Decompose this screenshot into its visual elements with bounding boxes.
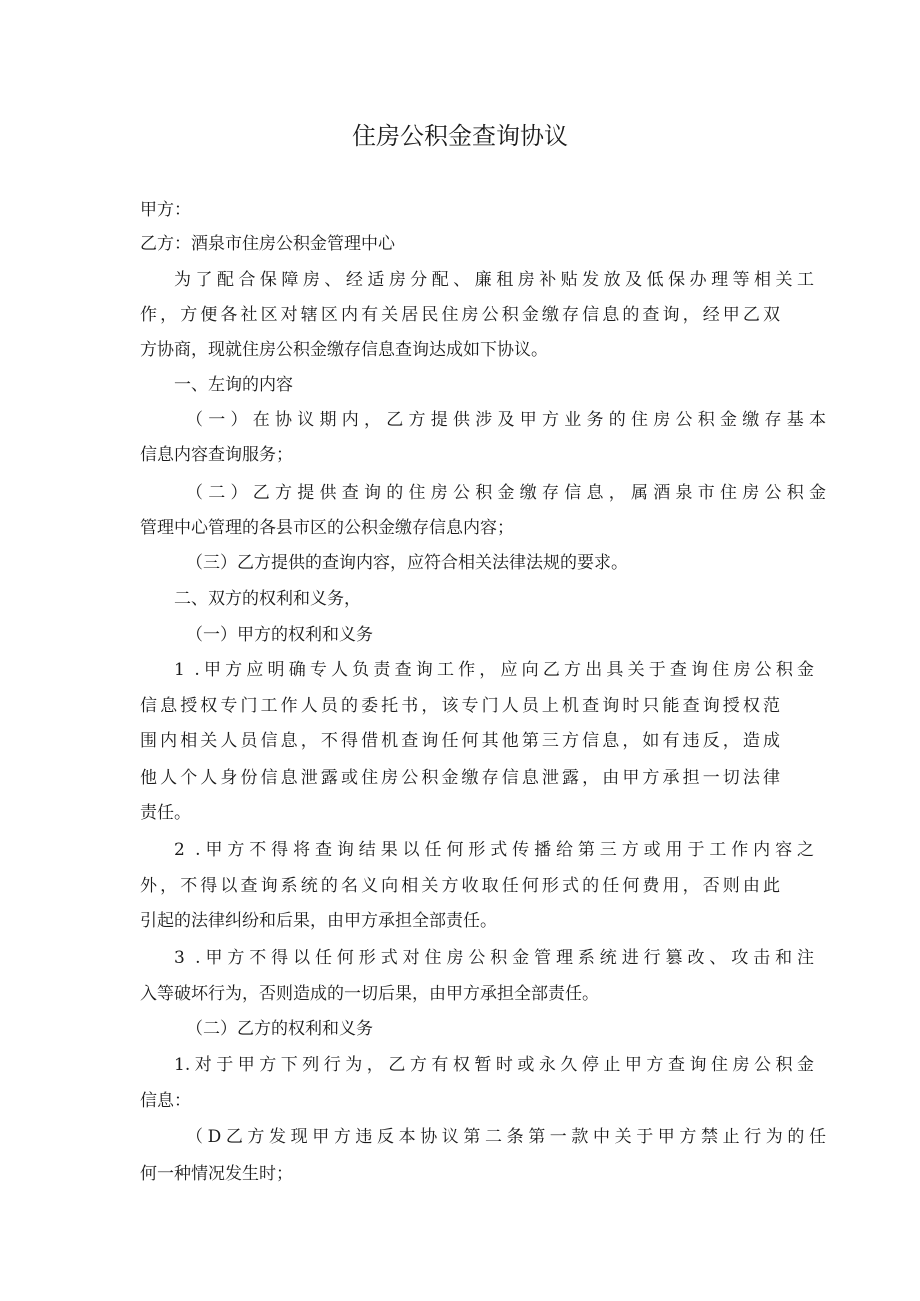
subsection-heading: （二）乙方的权利和义务 <box>186 1019 373 1039</box>
clause-line: 外，不得以查询系统的名义向相关方收取任何形式的任何费用，否则由此 <box>140 876 780 896</box>
clause-line: 信息内容查询服务； <box>140 445 293 465</box>
clause-line: （一）在协议期内，乙方提供涉及甲方业务的住房公积金缴存基本 <box>186 410 826 430</box>
clause-line: （三）乙方提供的查询内容，应符合相关法律法规的要求。 <box>186 553 628 573</box>
clause-line: 他人个人身份信息泄露或住房公积金缴存信息泄露，由甲方承担一切法律 <box>140 768 780 788</box>
clause-line: 1 .甲方应明确专人负责查询工作，应向乙方出具关于查询住房公积金 <box>174 660 814 680</box>
document-title: 住房公积金查询协议 <box>352 122 568 150</box>
clause-line: （D乙方发现甲方违反本协议第二条第一款中关于甲方禁止行为的任 <box>186 1127 826 1147</box>
subsection-heading: （一）甲方的权利和义务 <box>186 625 373 645</box>
clause-line: 管理中心管理的各县市区的公积金缴存信息内容； <box>140 518 514 538</box>
section-heading-1: 一、左询的内容 <box>174 375 293 395</box>
intro-paragraph-line: 作，方便各社区对辖区内有关居民住房公积金缴存信息的查询，经甲乙双 <box>140 305 780 325</box>
clause-line: 1.对于甲方下列行为，乙方有权暂时或永久停止甲方查询住房公积金 <box>174 1055 814 1075</box>
intro-paragraph-line: 方协商，现就住房公积金缴存信息查询达成如下协议。 <box>140 340 548 360</box>
clause-line: （二）乙方提供查询的住房公积金缴存信息，属酒泉市住房公积金 <box>186 483 826 503</box>
party-a-line: 甲方： <box>140 200 191 220</box>
clause-line: 3 .甲方不得以任何形式对住房公积金管理系统进行篡改、攻击和注 <box>174 948 814 968</box>
clause-line: 引起的法律纠纷和后果，由甲方承担全部责任。 <box>140 911 497 931</box>
clause-line: 入等破坏行为，否则造成的一切后果，由甲方承担全部责任。 <box>140 984 599 1004</box>
intro-paragraph-line: 为了配合保障房、经适房分配、廉租房补贴发放及低保办理等相关工 <box>174 270 814 290</box>
party-b-line: 乙方：酒泉市住房公积金管理中心 <box>140 234 395 254</box>
section-heading-2: 二、双方的权利和义务， <box>174 589 361 609</box>
clause-line: 2 .甲方不得将查询结果以任何形式传播给第三方或用于工作内容之 <box>174 840 814 860</box>
clause-line: 围内相关人员信息，不得借机查询任何其他第三方信息，如有违反，造成 <box>140 731 780 751</box>
clause-line: 信息： <box>140 1091 191 1111</box>
clause-line: 信息授权专门工作人员的委托书，该专门人员上机查询时只能查询授权范 <box>140 696 780 716</box>
clause-line: 何一种情况发生时； <box>140 1164 293 1184</box>
clause-line: 责任。 <box>140 803 191 823</box>
